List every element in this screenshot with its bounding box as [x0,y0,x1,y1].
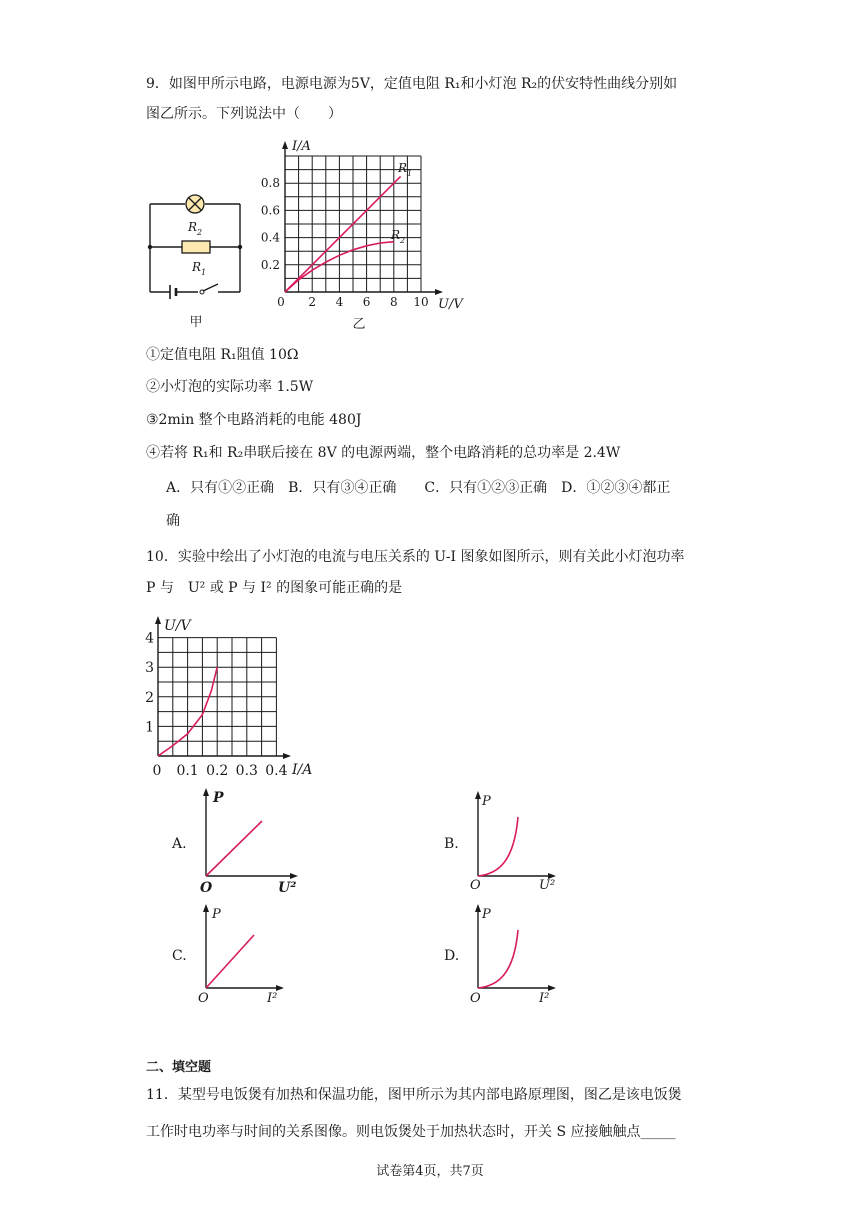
q10-y-tick-label: 3 [145,660,154,677]
option-a-letter[interactable]: A. [172,836,187,852]
q9-stem-line2: 图乙所示。下列说法中（ ） [146,106,342,122]
option-a-graph[interactable] [196,784,306,899]
q9-y-tick-label: 0.6 [260,203,280,218]
section-title: 二、填空题 [146,1060,212,1075]
option-a-y-label: P [213,790,224,806]
q9-y-tick-label: 0.2 [260,257,280,272]
q9-x-tick-label: 8 [389,295,398,309]
q9-stem-line1: 9．如图甲所示电路，电源电源为5V，定值电阻 R₁和小灯泡 R₂的伏安特性曲线分别如 [146,76,678,92]
option-c-y-label: P [212,907,221,922]
q10-ui-graph [140,612,340,784]
svg-text:R1 [397,161,412,178]
option-d-x-label: I² [539,991,550,1006]
option-c-origin: O [198,991,209,1006]
q9-y-tick-label: 0.8 [260,176,280,191]
option-a-x-label: U² [278,880,297,896]
lamp-icon [186,195,204,213]
q9-r1-label: R [398,161,408,175]
svg-text:R1 [191,260,206,277]
q10-x-axis-label: I/A [292,762,313,778]
resistor-label-sub: 1 [201,268,207,277]
option-b-letter[interactable]: B. [444,836,459,852]
q9-x-tick-label: 4 [335,295,344,309]
q9-r2-label-sub: 2 [400,236,406,245]
q9-origin-label: 0 [277,295,285,309]
option-d-curve [478,930,518,988]
q10-x-tick-label: 0.2 [206,763,229,779]
q9-r1-curve [285,176,401,292]
svg-text:R2 [187,220,202,237]
q9-statement-3: ③2min 整个电路消耗的电能 480J [146,412,362,428]
q10-x-tick-label: 0.1 [176,763,199,779]
q9-r2-label: R [391,228,401,242]
q10-y-tick-label: 2 [145,689,154,706]
lamp-label: R [188,220,198,234]
option-b-x-label: U² [539,878,556,893]
option-d-letter[interactable]: D. [444,948,460,964]
option-c-line [206,935,254,988]
q10-origin-label: 0 [152,763,162,779]
q9-statement-1: ①定值电阻 R₁阻值 10Ω [146,347,299,363]
q9-circuit-diagram [140,186,260,331]
q10-x-tick-label: 0.3 [235,763,258,779]
resistor-label: R [192,260,202,274]
option-b-y-label: P [482,794,491,809]
q10-y-tick-label: 4 [145,630,154,647]
q10-y-tick-label: 1 [145,719,154,736]
page-footer: 试卷第4页，共7页 [376,1164,484,1179]
option-d-y-label: P [482,907,491,922]
q9-statement-4: ④若将 R₁和 R₂串联后接在 8V 的电源两端，整个电路消耗的总功率是 2.4W [146,445,621,461]
q9-options-line2: 确 [166,513,180,529]
option-d-graph[interactable] [468,900,568,1010]
q9-x-tick-label: 2 [308,295,317,309]
option-a-line [206,821,262,876]
q9-y-axis-label: I/A [292,139,311,154]
q10-stem-line1: 10．实验中绘出了小灯泡的电流与电压关系的 U-I 图象如图所示，则有关此小灯泡功率 [146,549,685,565]
circuit-caption: 甲 [189,315,203,330]
q9-options-line1: A．只有①②正确 B．只有③④正确 C．只有①②③正确 D．①②③④都正 [166,480,671,496]
resistor-icon [182,241,210,253]
option-b-graph[interactable] [468,787,568,897]
q9-r1-label-sub: 1 [407,169,413,178]
q9-y-tick-label: 0.4 [260,230,280,245]
option-a-origin: O [200,880,213,896]
lamp-label-sub: 2 [197,228,203,237]
q9-statement-2: ②小灯泡的实际功率 1.5W [146,379,314,395]
q9-iv-graph [260,136,480,332]
q10-x-tick-label: 0.4 [265,763,288,779]
option-b-origin: O [470,878,481,893]
q9-x-tick-label: 6 [362,295,371,309]
option-c-x-label: I² [267,991,278,1006]
option-b-curve [478,817,518,876]
q10-stem-line2: P 与 U² 或 P 与 I² 的图象可能正确的是 [146,580,403,596]
q11-stem-line2: 工作时电功率与时间的关系图像。则电饭煲处于加热状态时，开关 S 应接触触点_____ [146,1124,676,1140]
q11-stem-line1: 11．某型号电饭煲有加热和保温功能，图甲所示为其内部电路原理图，图乙是该电饭煲 [146,1087,682,1103]
option-d-origin: O [470,991,481,1006]
q9-x-tick-label: 10 [413,295,429,309]
option-c-letter[interactable]: C. [172,948,187,964]
q10-y-axis-label: U/V [164,618,191,634]
q9-x-axis-label: U/V [438,297,463,312]
option-c-graph[interactable] [196,900,296,1010]
q9-graph-caption: 乙 [352,317,366,332]
